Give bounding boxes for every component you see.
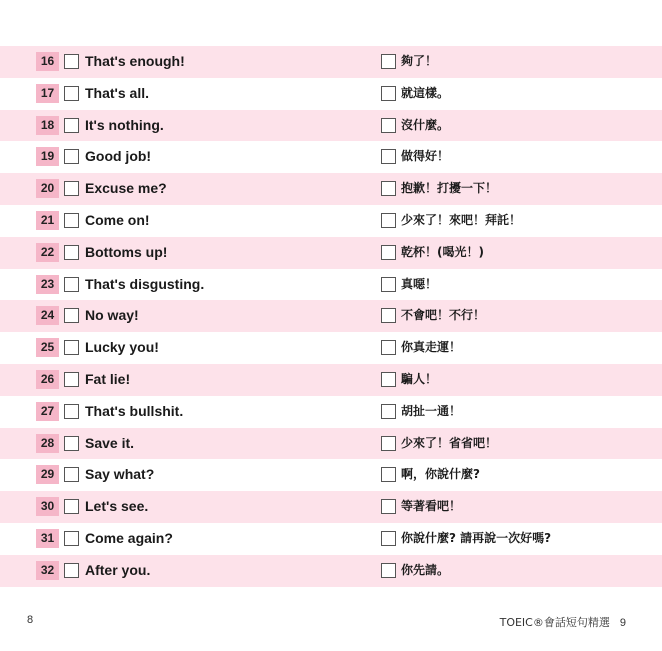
phrase-row [0, 46, 662, 78]
phrase-number: 16 [36, 52, 59, 71]
chinese-checkbox[interactable] [381, 86, 396, 101]
chinese-translation: 騙人！ [401, 371, 438, 386]
english-checkbox[interactable] [64, 372, 79, 387]
phrase-row [0, 78, 662, 110]
chinese-checkbox[interactable] [381, 467, 396, 482]
page-number-right: 9 [619, 617, 626, 629]
phrase-row [0, 205, 662, 237]
chinese-checkbox[interactable] [381, 308, 396, 323]
english-checkbox[interactable] [64, 277, 79, 292]
phrase-row [0, 300, 662, 332]
chinese-checkbox[interactable] [381, 372, 396, 387]
phrase-row [0, 459, 662, 491]
english-phrase: After you. [85, 561, 151, 578]
chinese-translation: 沒什麼。 [401, 117, 450, 132]
chinese-translation: 抱歉！打擾一下！ [401, 181, 498, 196]
english-checkbox[interactable] [64, 436, 79, 451]
chinese-checkbox[interactable] [381, 563, 396, 578]
chinese-checkbox[interactable] [381, 181, 396, 196]
chinese-checkbox[interactable] [381, 531, 396, 546]
phrase-number: 19 [36, 147, 59, 166]
chinese-translation: 你真走運！ [401, 340, 462, 355]
chinese-translation: 胡扯一通！ [401, 403, 462, 418]
phrase-number: 24 [36, 306, 59, 325]
english-phrase: Save it. [85, 434, 135, 451]
phrase-number: 18 [36, 116, 59, 135]
english-checkbox[interactable] [64, 118, 79, 133]
phrase-row [0, 428, 662, 460]
phrase-row [0, 269, 662, 301]
english-checkbox[interactable] [64, 563, 79, 578]
phrase-row [0, 141, 662, 173]
phrase-number: 31 [36, 529, 59, 548]
phrase-row [0, 237, 662, 269]
chinese-checkbox[interactable] [381, 245, 396, 260]
english-phrase: That's disgusting. [85, 275, 205, 292]
chinese-translation: 你說什麼? 請再說一次好嗎? [401, 530, 552, 545]
chinese-translation: 啊，你說什麼? [401, 467, 480, 482]
english-phrase: Bottoms up! [85, 243, 168, 260]
phrase-number: 26 [36, 370, 59, 389]
page-number-left: 8 [27, 614, 34, 626]
chinese-checkbox[interactable] [381, 499, 396, 514]
english-checkbox[interactable] [64, 86, 79, 101]
english-phrase: Lucky you! [85, 339, 159, 356]
chinese-checkbox[interactable] [381, 277, 396, 292]
phrase-number: 28 [36, 434, 59, 453]
english-phrase: It's nothing. [85, 116, 164, 133]
chinese-checkbox[interactable] [381, 149, 396, 164]
phrase-row [0, 332, 662, 364]
english-phrase: Good job! [85, 148, 152, 165]
chinese-translation: 做得好！ [401, 149, 450, 164]
chinese-translation: 夠了！ [401, 54, 438, 68]
footer-right [500, 614, 626, 630]
chinese-translation: 真噁！ [401, 276, 438, 291]
phrase-list [0, 46, 662, 587]
english-checkbox[interactable] [64, 308, 79, 323]
english-phrase: Excuse me? [85, 180, 167, 197]
chinese-translation: 等著看吧！ [401, 499, 462, 514]
phrase-number: 21 [36, 211, 59, 230]
english-checkbox[interactable] [64, 245, 79, 260]
chinese-translation: 少來了！來吧！拜託！ [401, 212, 522, 227]
phrase-number: 32 [36, 561, 59, 580]
chinese-translation: 乾杯！(喝光！) [401, 244, 484, 259]
phrase-number: 27 [36, 402, 59, 421]
english-checkbox[interactable] [64, 467, 79, 482]
english-phrase: That's enough! [85, 53, 185, 69]
phrase-row [0, 523, 662, 555]
chinese-translation: 就這樣。 [401, 85, 450, 100]
phrase-row [0, 110, 662, 142]
english-phrase: Fat lie! [85, 370, 131, 387]
phrase-number: 25 [36, 338, 59, 357]
english-checkbox[interactable] [64, 149, 79, 164]
phrase-number: 17 [36, 84, 59, 103]
chinese-checkbox[interactable] [381, 404, 396, 419]
phrase-row [0, 555, 662, 587]
phrase-row [0, 364, 662, 396]
english-checkbox[interactable] [64, 340, 79, 355]
phrase-number: 20 [36, 179, 59, 198]
chinese-checkbox[interactable] [381, 340, 396, 355]
english-phrase: Come again? [85, 529, 173, 546]
chinese-checkbox[interactable] [381, 213, 396, 228]
english-checkbox[interactable] [64, 404, 79, 419]
chinese-checkbox[interactable] [381, 436, 396, 451]
chinese-checkbox[interactable] [381, 54, 396, 69]
english-phrase: That's bullshit. [85, 402, 184, 419]
phrase-row [0, 491, 662, 523]
english-phrase: Let's see. [85, 498, 149, 515]
phrase-number: 23 [36, 275, 59, 294]
english-checkbox[interactable] [64, 181, 79, 196]
chinese-translation: 不會吧！不行！ [401, 308, 486, 323]
english-phrase: Say what? [85, 466, 155, 483]
english-checkbox[interactable] [64, 531, 79, 546]
english-phrase: No way! [85, 307, 139, 324]
phrase-number: 22 [36, 243, 59, 262]
english-phrase: Come on! [85, 211, 150, 228]
chinese-translation: 少來了！省省吧！ [401, 435, 498, 450]
chinese-checkbox[interactable] [381, 118, 396, 133]
english-phrase: That's all. [85, 84, 150, 101]
english-checkbox[interactable] [64, 54, 79, 69]
phrase-number: 29 [36, 465, 59, 484]
phrase-row [0, 396, 662, 428]
chinese-translation: 你先請。 [401, 562, 450, 577]
english-checkbox[interactable] [64, 213, 79, 228]
phrase-number: 30 [36, 497, 59, 516]
phrase-row [0, 173, 662, 205]
english-checkbox[interactable] [64, 499, 79, 514]
book-title: TOEIC®會話短句精選 [499, 616, 610, 629]
